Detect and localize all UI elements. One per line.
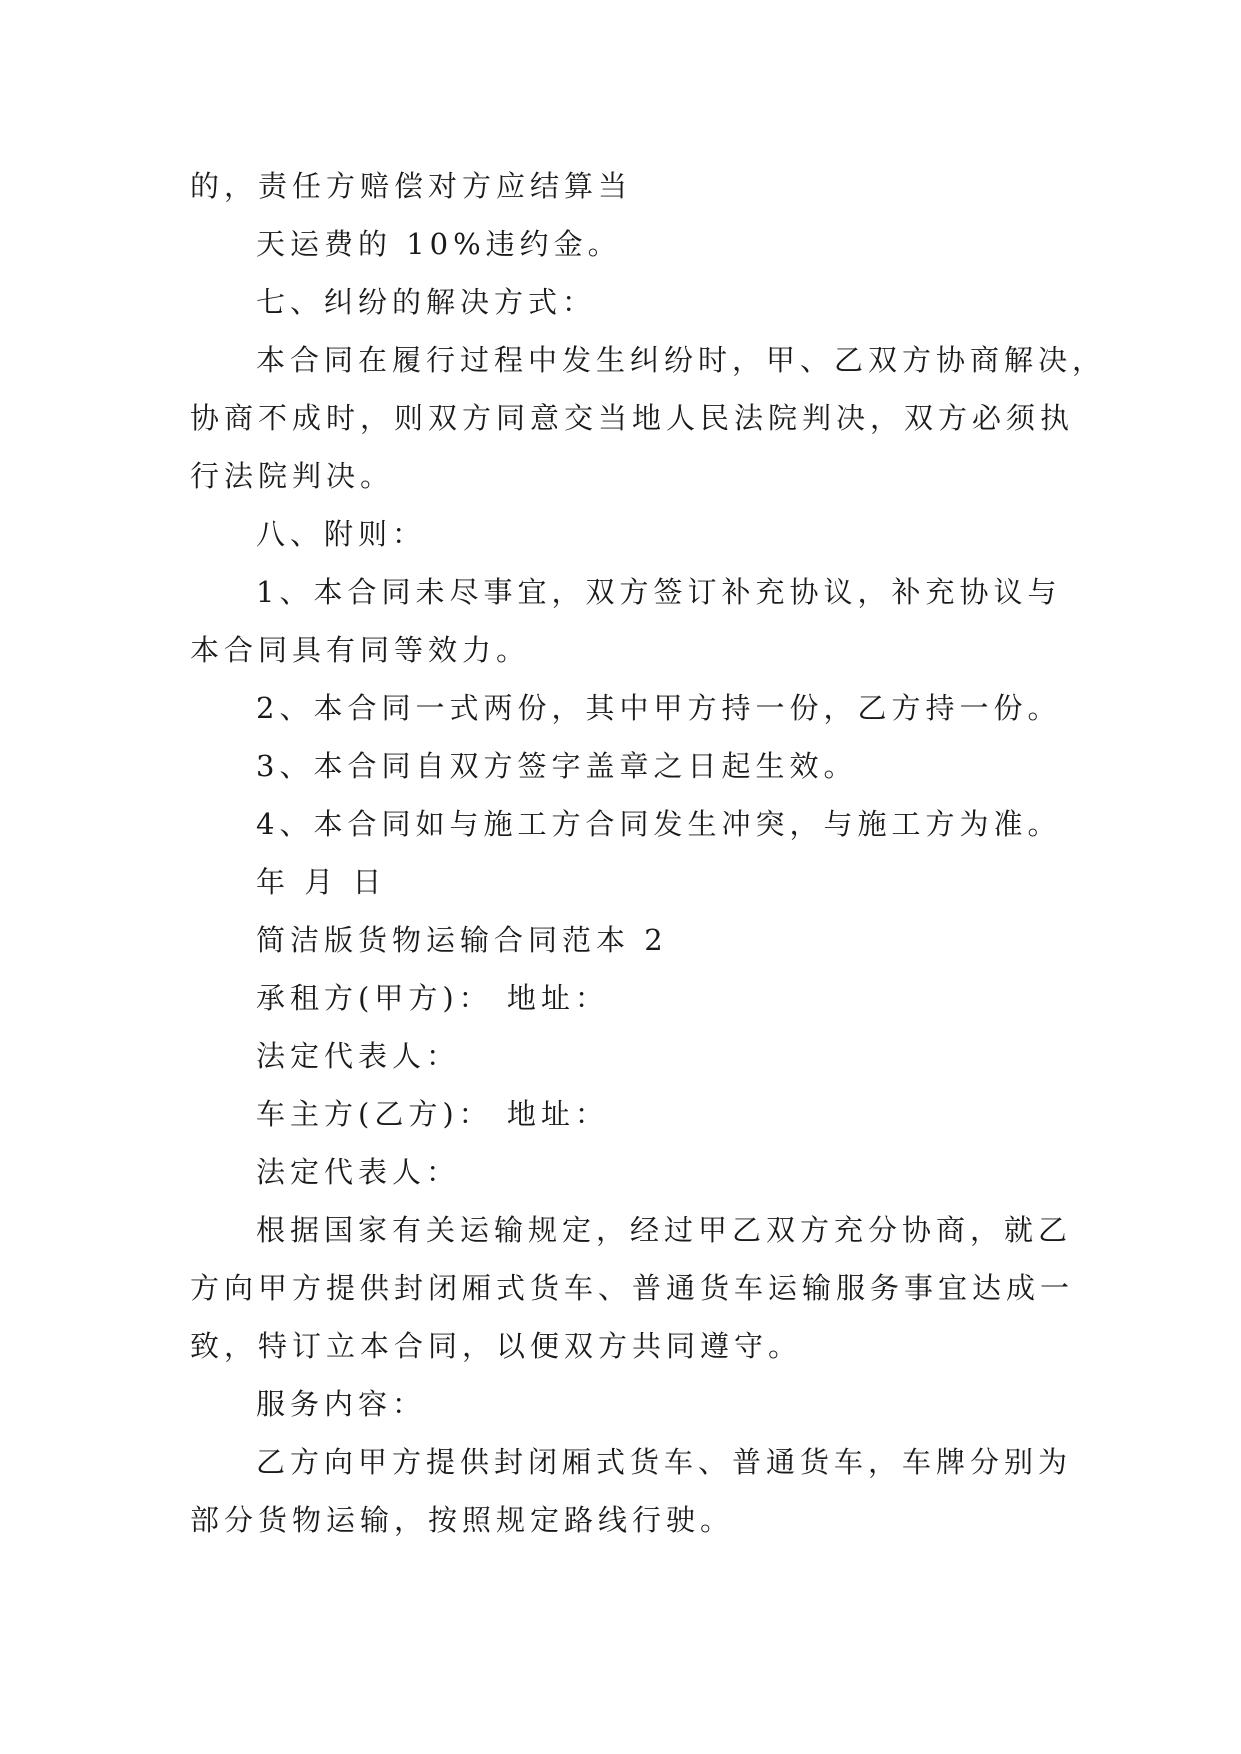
section-heading: 服务内容： (256, 1387, 427, 1421)
text-line: 行法院判决。 (190, 459, 395, 493)
party-a-line: 承租方(甲方)： 地址： (256, 981, 609, 1015)
text-line: 1、本合同未尽事宜，双方签订补充协议，补充协议与 (256, 575, 1062, 609)
text-line: 乙方向甲方提供封闭厢式货车、普通货车，车牌分别为 (256, 1445, 1073, 1479)
text-line: 根据国家有关运输规定，经过甲乙双方充分协商，就乙 (256, 1213, 1073, 1247)
text-line: 本合同在履行过程中发生纠纷时，甲、乙双方协商解决， (256, 343, 1107, 377)
text-line: 3、本合同自双方签字盖章之日起生效。 (256, 749, 858, 783)
text-line: 4、本合同如与施工方合同发生冲突，与施工方为准。 (256, 807, 1062, 841)
party-b-line: 车主方(乙方)： 地址： (256, 1097, 609, 1131)
text-line: 方向甲方提供封闭厢式货车、普通货车运输服务事宜达成一 (190, 1271, 1075, 1305)
legal-rep-line: 法定代表人： (256, 1039, 461, 1073)
text-line: 协商不成时，则双方同意交当地人民法院判决，双方必须执 (190, 401, 1075, 435)
text-line: 部分货物运输，按照规定路线行驶。 (190, 1503, 735, 1537)
text-line: 2、本合同一式两份，其中甲方持一份，乙方持一份。 (256, 691, 1062, 725)
legal-rep-line: 法定代表人： (256, 1155, 461, 1189)
date-line: 年 月 日 (256, 865, 387, 899)
text-line: 本合同具有同等效力。 (190, 633, 531, 667)
section-heading: 七、纠纷的解决方式： (256, 285, 597, 319)
section-heading: 八、附则： (256, 517, 427, 551)
text-line: 的，责任方赔偿对方应结算当 (190, 169, 633, 203)
document-title: 简洁版货物运输合同范本 2 (256, 923, 668, 957)
text-line: 天运费的 10%违约金。 (256, 227, 622, 261)
text-line: 致，特订立本合同，以便双方共同遵守。 (190, 1329, 803, 1363)
